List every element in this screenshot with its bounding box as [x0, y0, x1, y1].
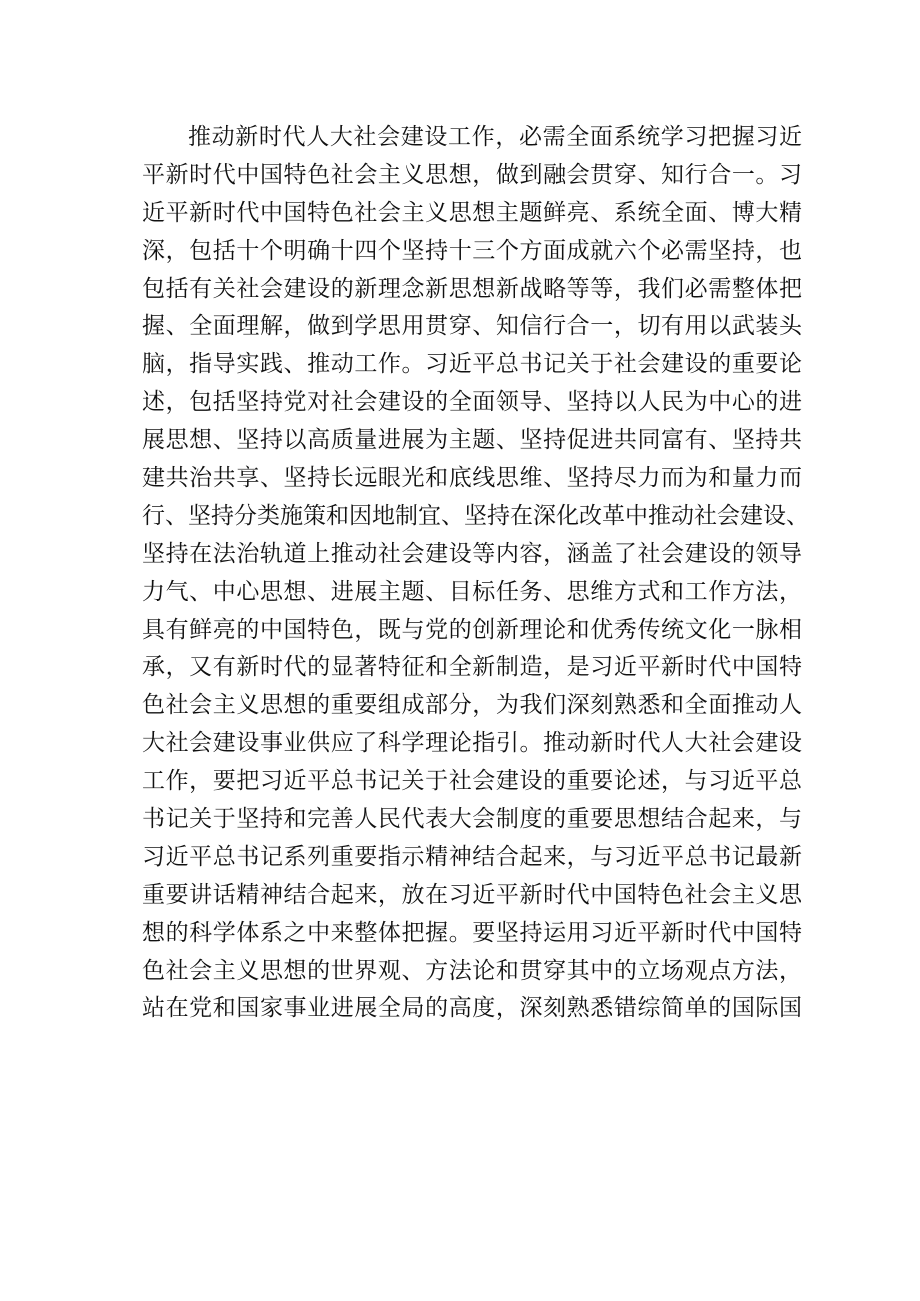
text-line: 脑，指导实践、推动工作。习近平总书记关于社会建设的重要论 [142, 351, 802, 378]
text-line: 力气、中心思想、进展主题、目标任务、思维方式和工作方法， [142, 578, 802, 605]
text-line: 建共治共享、坚持长远眼光和底线思维、坚持尽力而为和量力而 [142, 465, 802, 492]
text-line: 书记关于坚持和完善人民代表大会制度的重要思想结合起来，与 [142, 806, 802, 833]
text-line: 习近平总书记系列重要指示精神结合起来，与习近平总书记最新 [142, 843, 802, 870]
text-line: 具有鲜亮的中国特色，既与党的创新理论和优秀传统文化一脉相 [142, 616, 802, 643]
body-paragraph [142, 119, 809, 1028]
text-line: 近平新时代中国特色社会主义思想主题鲜亮、系统全面、博大精 [142, 199, 802, 226]
text-line: 推动新时代人大社会建设工作，必需全面系统学习把握习近 [188, 124, 802, 150]
text-line: 色社会主义思想的重要组成部分，为我们深刻熟悉和全面推动人 [142, 692, 802, 719]
text-line: 色社会主义思想的世界观、方法论和贯穿其中的立场观点方法， [142, 957, 802, 984]
text-line: 大社会建设事业供应了科学理论指引。推动新时代人大社会建设 [142, 730, 802, 757]
text-line: 重要讲话精神结合起来，放在习近平新时代中国特色社会主义思 [142, 881, 802, 908]
text-line: 包括有关社会建设的新理念新思想新战略等等，我们必需整体把 [142, 275, 802, 302]
text-line: 坚持在法治轨道上推动社会建设等内容，涵盖了社会建设的领导 [142, 540, 802, 567]
text-line: 平新时代中国特色社会主义思想，做到融会贯穿、知行合一。习 [142, 161, 802, 188]
text-line: 行、坚持分类施策和因地制宜、坚持在深化改革中推动社会建设、 [142, 502, 809, 529]
text-line: 握、全面理解，做到学思用贯穿、知信行合一，切有用以武装头 [142, 313, 802, 340]
text-line: 想的科学体系之中来整体把握。要坚持运用习近平新时代中国特 [142, 919, 802, 946]
text-line: 述，包括坚持党对社会建设的全面领导、坚持以人民为中心的进 [142, 389, 802, 416]
text-line: 站在党和国家事业进展全局的高度，深刻熟悉错综简单的国际国 [142, 995, 802, 1022]
text-line: 展思想、坚持以高质量进展为主题、坚持促进共同富有、坚持共 [142, 427, 802, 454]
text-line: 深，包括十个明确十四个坚持十三个方面成就六个必需坚持，也 [142, 237, 802, 264]
text-line: 工作，要把习近平总书记关于社会建设的重要论述，与习近平总 [142, 768, 802, 795]
text-line: 承，又有新时代的显著特征和全新制造，是习近平新时代中国特 [142, 654, 802, 681]
